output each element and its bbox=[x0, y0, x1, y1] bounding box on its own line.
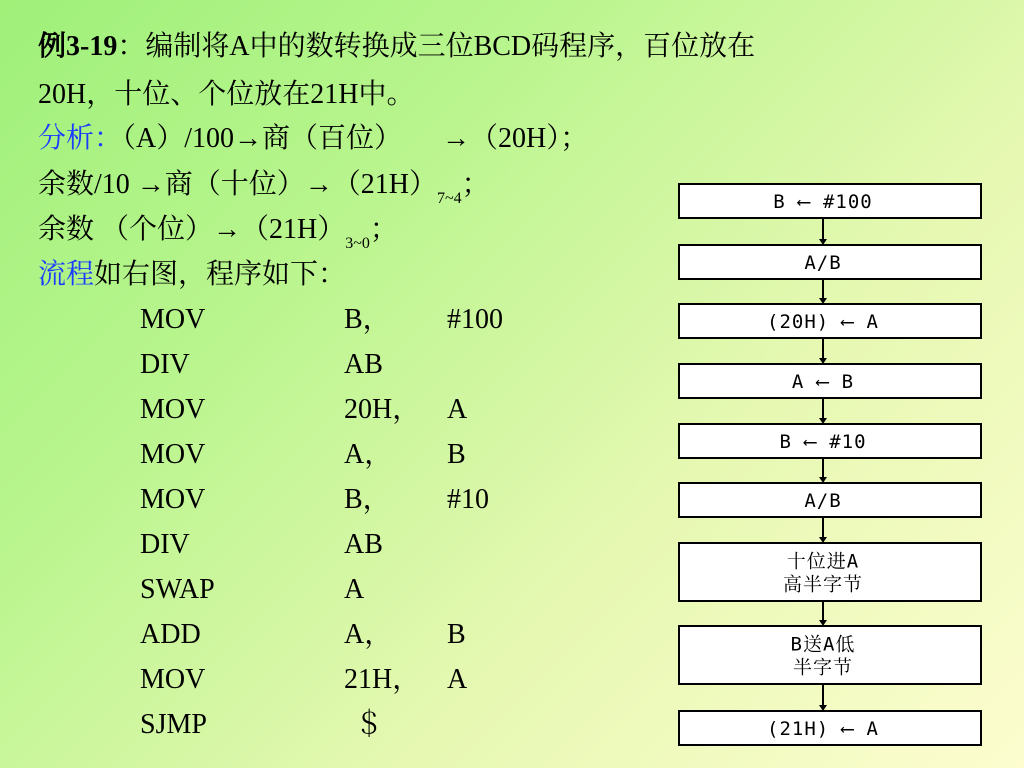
flow-box bbox=[679, 245, 981, 279]
code-op: MOV bbox=[140, 439, 206, 470]
code-arg2: A bbox=[447, 664, 468, 695]
flow-box-label: 高半字节 bbox=[782, 573, 864, 596]
code-arg2: #100 bbox=[447, 304, 503, 335]
code-arg1: A bbox=[344, 574, 365, 605]
flow-box-label: B送A低 bbox=[790, 633, 856, 656]
analysis-text-3: 余数 （个位）→（21H） bbox=[38, 214, 346, 245]
code-arg1: B， bbox=[344, 304, 391, 335]
analysis-text-1b: →（20H）； bbox=[442, 123, 589, 154]
code-arg1: A， bbox=[344, 619, 393, 650]
analysis-end-3: ； bbox=[369, 214, 398, 245]
flow-box bbox=[679, 711, 981, 745]
flow-box-label: B ⟵ #10 bbox=[779, 431, 867, 453]
code-arg1: AB bbox=[344, 349, 383, 380]
analysis-text-1a: （A）/100→商（百位） bbox=[122, 123, 403, 154]
code-op: MOV bbox=[140, 664, 206, 695]
flow-box-label: (21H) ⟵ A bbox=[767, 718, 879, 740]
flow-box-label: A/B bbox=[804, 252, 842, 274]
code-arg2: A bbox=[447, 394, 468, 425]
analysis-sub-3: 3~0 bbox=[345, 235, 370, 252]
flow-box-label: 十位进A bbox=[786, 550, 860, 573]
example-label: 例3-19 bbox=[38, 31, 118, 62]
flow-box bbox=[679, 304, 981, 338]
flow-box bbox=[679, 543, 981, 601]
code-op: MOV bbox=[140, 304, 206, 335]
code-op: SJMP bbox=[140, 709, 207, 740]
flow-box bbox=[679, 626, 981, 684]
code-arg2: B bbox=[447, 439, 466, 470]
flow-box bbox=[679, 364, 981, 398]
code-op: ADD bbox=[140, 619, 201, 650]
heading-text-1: 编制将A中的数转换成三位BCD码程序，百位放在 bbox=[145, 31, 756, 62]
heading-text-2: 20H，十位、个位放在21H中。 bbox=[38, 79, 415, 110]
flow-intro-label: 流程 bbox=[38, 259, 95, 290]
code-arg1: A， bbox=[344, 439, 393, 470]
flow-box-label: A/B bbox=[804, 490, 842, 512]
flow-box-label: B ⟵ #100 bbox=[773, 191, 873, 213]
code-arg2: B bbox=[447, 619, 466, 650]
flow-box-label: 半字节 bbox=[792, 656, 854, 679]
flow-intro-text: 如右图，程序如下： bbox=[94, 259, 347, 290]
code-arg1: 21H， bbox=[344, 664, 421, 695]
code-op: DIV bbox=[140, 529, 190, 560]
code-op: MOV bbox=[140, 394, 206, 425]
analysis-sub-2: 7~4 bbox=[437, 190, 462, 207]
code-arg1: AB bbox=[344, 529, 383, 560]
code-arg1: B， bbox=[344, 484, 391, 515]
code-arg2: #10 bbox=[447, 484, 489, 515]
flow-box-label: A ⟵ B bbox=[791, 371, 855, 393]
flow-box-label: (20H) ⟵ A bbox=[767, 311, 879, 333]
code-dollar-sign: ＄ bbox=[355, 709, 384, 740]
flow-box bbox=[679, 483, 981, 517]
flow-box bbox=[679, 184, 981, 218]
code-op: MOV bbox=[140, 484, 206, 515]
flow-box bbox=[679, 424, 981, 458]
analysis-label: 分析： bbox=[38, 123, 123, 154]
code-op: DIV bbox=[140, 349, 190, 380]
code-op: SWAP bbox=[140, 574, 215, 605]
analysis-end-2: ； bbox=[461, 169, 490, 200]
example-colon: ： bbox=[117, 31, 146, 62]
analysis-text-2: 余数/10 →商（十位）→（21H） bbox=[38, 169, 438, 200]
code-arg1: 20H， bbox=[344, 394, 421, 425]
